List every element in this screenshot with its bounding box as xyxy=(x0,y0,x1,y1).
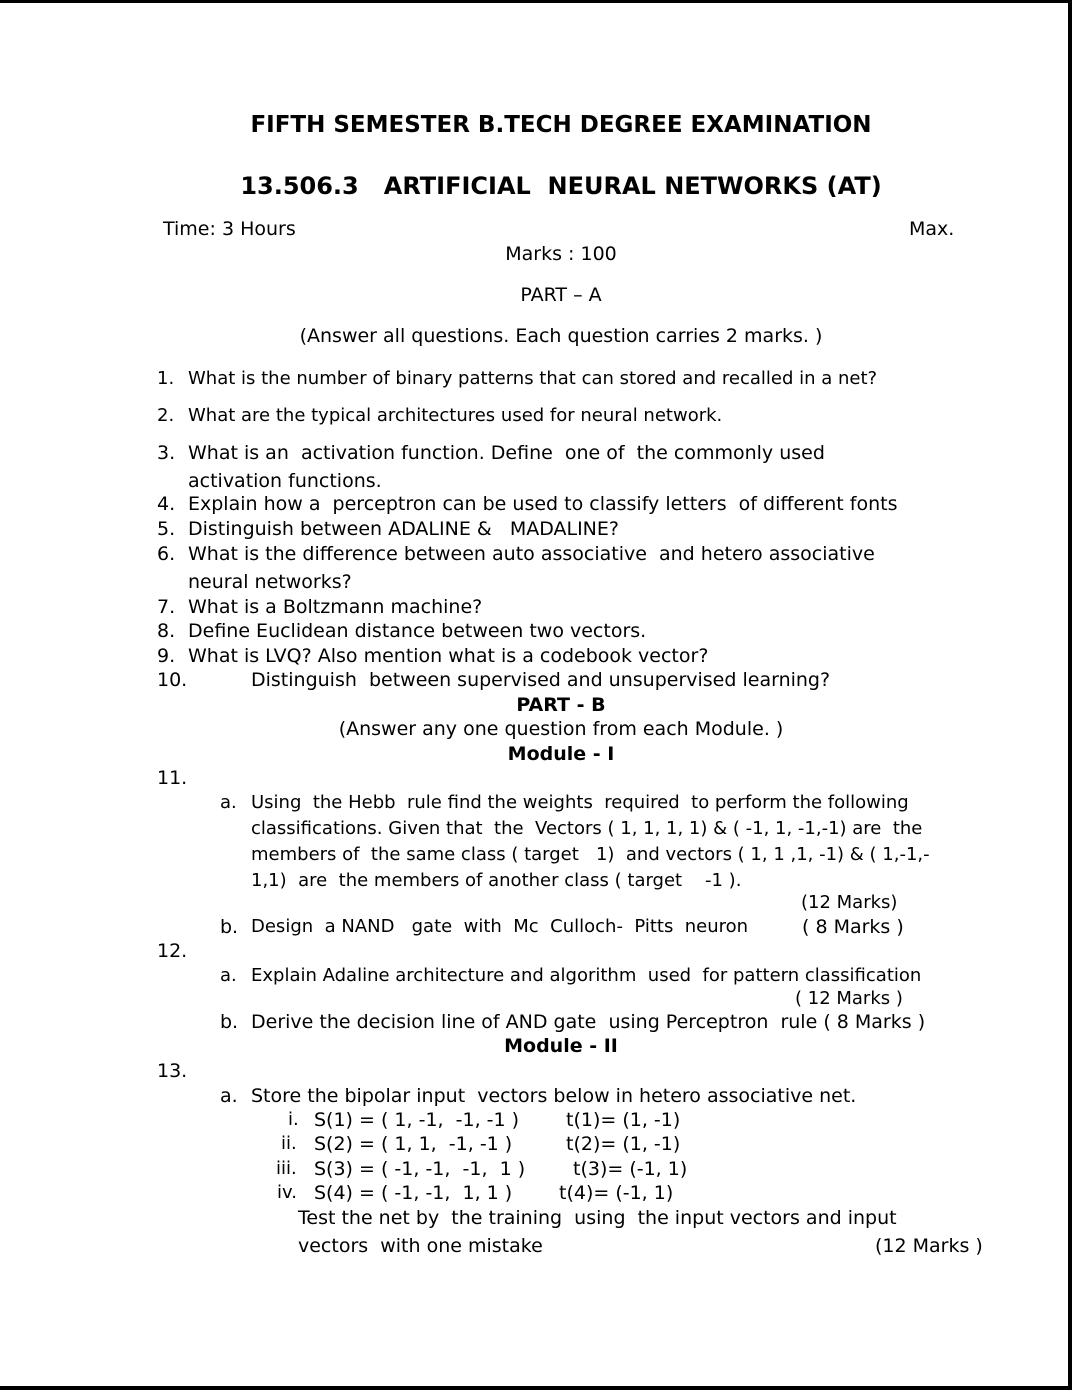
target-vector: t(3)= (-1, 1) xyxy=(573,1158,688,1180)
input-vector: S(1) = ( 1, -1, -1, -1 ) xyxy=(314,1109,520,1131)
exam-title: FIFTH SEMESTER B.TECH DEGREE EXAMINATION xyxy=(250,112,872,138)
question-number: 7. xyxy=(157,596,176,618)
question-number: 13. xyxy=(157,1060,188,1082)
subquestion-label: a. xyxy=(220,792,237,813)
question-text: Using the Hebb rule find the weights required to perform the following xyxy=(251,792,909,813)
marks-label: ( 12 Marks ) xyxy=(795,988,903,1009)
question-number: 1. xyxy=(157,368,175,389)
part-b-instruction: (Answer any one question from each Module. ) xyxy=(338,718,784,740)
question-number: 10. xyxy=(157,669,188,691)
question-text: 1,1) are the members of another class ( target -1 ). xyxy=(251,870,742,891)
question-text: What are the typical architectures used for neural network. xyxy=(188,405,723,426)
question-text: classifications. Given that the Vectors ( 1, 1, 1, 1) & ( -1, 1, -1,-1) are the xyxy=(251,818,923,839)
question-text: Explain Adaline architecture and algorithm used for pattern classification xyxy=(251,965,922,986)
question-number: 11. xyxy=(157,767,188,789)
input-vector: S(4) = ( -1, -1, 1, 1 ) xyxy=(314,1182,513,1204)
question-text: activation functions. xyxy=(188,470,382,492)
question-text: Explain how a perceptron can be used to classify letters of different fonts xyxy=(188,493,898,515)
question-number: 12. xyxy=(157,940,188,962)
question-text: Test the net by the training using the input vectors and input xyxy=(298,1207,897,1229)
question-number: 4. xyxy=(157,493,176,515)
question-number: 2. xyxy=(157,405,175,426)
question-text: members of the same class ( target 1) and vectors ( 1, 1 ,1, -1) & ( 1,-1,- xyxy=(251,844,930,865)
target-vector: t(2)= (1, -1) xyxy=(566,1133,681,1155)
question-text: Distinguish between ADALINE & MADALINE? xyxy=(188,518,619,540)
item-number: ii. xyxy=(281,1133,297,1154)
subquestion-label: a. xyxy=(220,965,237,986)
question-text: What is the number of binary patterns that can stored and recalled in a net? xyxy=(188,368,878,389)
question-text: neural networks? xyxy=(188,571,352,593)
time-label: Time: 3 Hours xyxy=(163,218,296,240)
marks-label: ( 8 Marks ) xyxy=(802,916,904,938)
question-number: 3. xyxy=(157,442,176,464)
subquestion-label: b. xyxy=(220,1011,239,1033)
item-number: iv. xyxy=(277,1182,297,1203)
question-number: 5. xyxy=(157,518,176,540)
target-vector: t(1)= (1, -1) xyxy=(566,1109,681,1131)
question-text: What is an activation function. Define one of the commonly used xyxy=(188,442,825,464)
module-2-title: Module - II xyxy=(504,1035,618,1057)
input-vector: S(3) = ( -1, -1, -1, 1 ) xyxy=(314,1158,526,1180)
question-text: Distinguish between supervised and unsupervised learning? xyxy=(251,669,831,691)
max-label: Max. xyxy=(909,218,955,240)
page-border-bottom xyxy=(0,1386,1072,1390)
question-text: What is the difference between auto associative and hetero associative xyxy=(188,543,875,565)
item-number: iii. xyxy=(276,1158,297,1179)
question-text: Derive the decision line of AND gate using Perceptron rule ( 8 Marks ) xyxy=(251,1011,926,1033)
module-1-title: Module - I xyxy=(507,743,615,765)
question-number: 9. xyxy=(157,645,176,667)
question-number: 6. xyxy=(157,543,176,565)
marks-label: (12 Marks) xyxy=(801,892,898,913)
page-border-top xyxy=(0,0,1072,3)
question-text: Define Euclidean distance between two vectors. xyxy=(188,620,647,642)
item-number: i. xyxy=(288,1109,299,1130)
part-a-title: PART – A xyxy=(520,284,602,306)
target-vector: t(4)= (-1, 1) xyxy=(559,1182,674,1204)
course-title: 13.506.3 ARTIFICIAL NEURAL NETWORKS (AT) xyxy=(240,172,882,200)
question-text: Store the bipolar input vectors below in hetero associative net. xyxy=(251,1085,857,1107)
part-b-title: PART - B xyxy=(516,694,606,716)
question-text: Design a NAND gate with Mc Culloch- Pitts neuron xyxy=(251,916,749,937)
question-text: vectors with one mistake xyxy=(298,1235,543,1257)
question-text: What is LVQ? Also mention what is a codebook vector? xyxy=(188,645,709,667)
question-text: What is a Boltzmann machine? xyxy=(188,596,483,618)
question-number: 8. xyxy=(157,620,176,642)
part-a-instruction: (Answer all questions. Each question carries 2 marks. ) xyxy=(299,325,823,347)
input-vector: S(2) = ( 1, 1, -1, -1 ) xyxy=(314,1133,513,1155)
subquestion-label: a. xyxy=(220,1085,238,1107)
marks-label: (12 Marks ) xyxy=(875,1235,983,1257)
subquestion-label: b. xyxy=(220,916,239,938)
max-marks: Marks : 100 xyxy=(505,243,617,265)
